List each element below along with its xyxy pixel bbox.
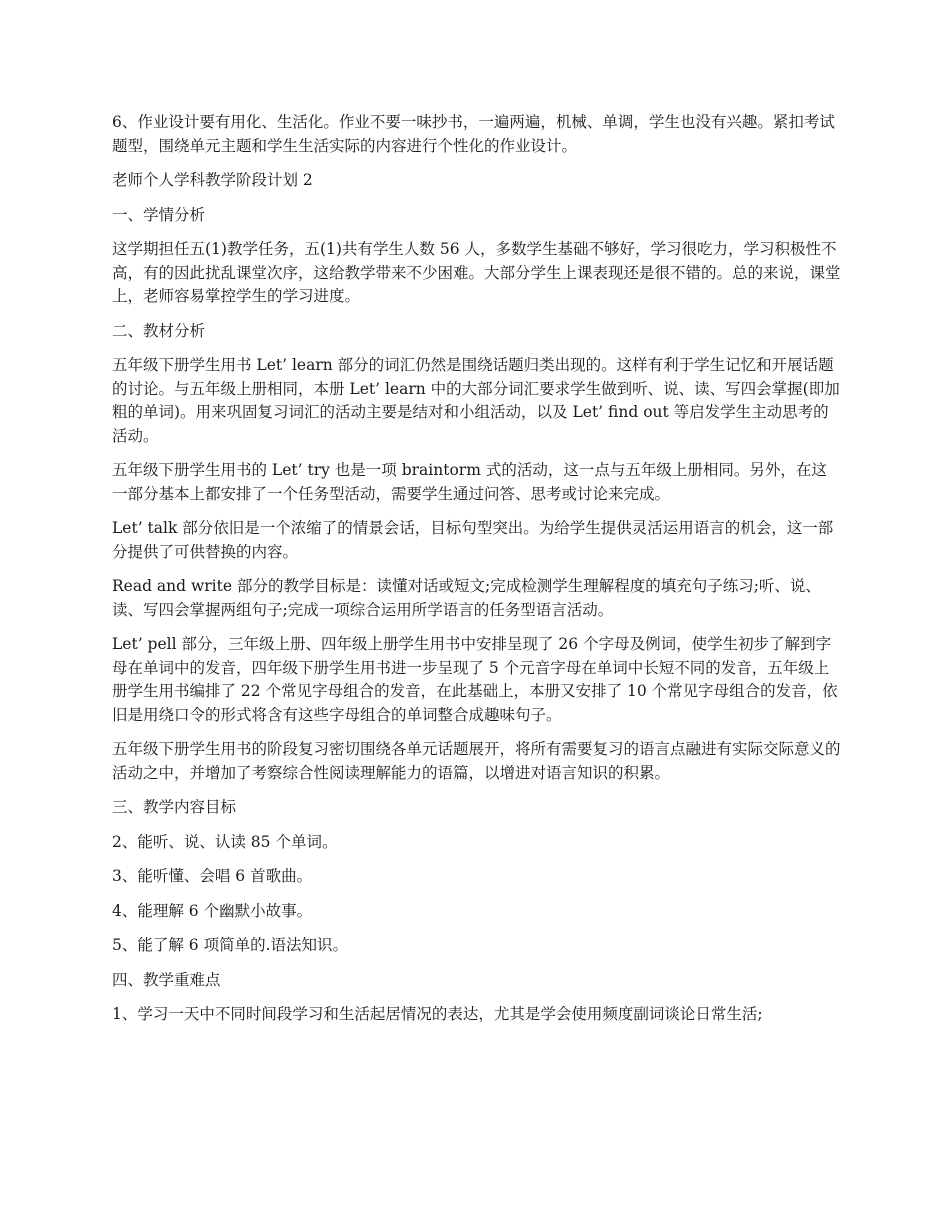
document-page (112, 111, 842, 1038)
section-heading-student-analysis: 一、学情分析 (112, 205, 206, 224)
paragraph-homework-design: 6、作业设计要有用化、生活化。作业不要一味抄书，一遍两遍，机械、单调，学生也没有兴趣。紧扣考试题型，围绕单元主题和学生生活实际的内容进行个性化的作业设计。 (112, 113, 835, 155)
section-heading-key-points: 四、教学重难点 (112, 970, 221, 989)
paragraph-review: 五年级下册学生用书的阶段复习密切围绕各单元话题展开，将所有需要复习的语言点融进有实际交际意义的活动之中，并增加了考察综合性阅读理解能力的语篇，以增进对语言知识的积累。 (112, 740, 841, 782)
section-heading-textbook-analysis: 二、教材分析 (112, 321, 206, 340)
section-heading-content-goals: 三、教学内容目标 (112, 798, 237, 816)
plan-title: 老师个人学科教学阶段计划 2 (112, 171, 313, 189)
list-item-goal-5: 5、能了解 6 项简单的.语法知识。 (112, 936, 349, 954)
list-item-key-point-1: 1、学习一天中不同时间段学习和生活起居情况的表达，尤其是学会使用频度副词谈论日常生活; (112, 1005, 763, 1023)
paragraph-lets-learn: 五年级下册学生用书 Let’ learn 部分的词汇仍然是围绕话题归类出现的。这样有利于学生记忆和开展话题的讨论。与五年级上册相同，本册 Let’ learn 中的大部分词汇要求学生做到听、说、读、写四会掌握(即加粗的单词)。用来巩固复习词汇的活动主要是结对和小组活动，以及 Let’ find out 等启发学生主动思考的活动。 (112, 356, 840, 445)
paragraph-student-analysis: 这学期担任五(1)教学任务，五(1)共有学生人数 56 人，多数学生基础不够好，学习很吃力，学习积极性不高，有的因此扰乱课堂次序，这给教学带来不少困难。大部分学生上课表现还是很不错的。总的来说，课堂上，老师容易掌控学生的学习进度。 (112, 240, 841, 305)
list-item-goal-3: 3、能听懂、会唱 6 首歌曲。 (112, 867, 313, 885)
paragraph-lets-try: 五年级下册学生用书的 Let’ try 也是一项 braintorm 式的活动，这一点与五年级上册相同。另外，在这一部分基本上都安排了一个任务型活动，需要学生通过问答、思考或讨论来完成。 (112, 461, 827, 503)
paragraph-lets-talk: Let’ talk 部分依旧是一个浓缩了的情景会话，目标句型突出。为给学生提供灵活运用语言的机会，这一部分提供了可供替换的内容。 (112, 519, 834, 561)
paragraph-read-and-write: Read and write 部分的教学目标是：读懂对话或短文;完成检测学生理解程度的填充句子练习;听、说、读、写四会掌握两组句子;完成一项综合运用所学语言的任务型语言活动。 (112, 577, 821, 619)
list-item-goal-4: 4、能理解 6 个幽默小故事。 (112, 901, 313, 920)
paragraph-lets-spell: Let’ pell 部分，三年级上册、四年级上册学生用书中安排呈现了 26 个字母及例词，使学生初步了解到字母在单词中的发音，四年级下册学生用书进一步呈现了 5 个元音字母在单词中长短不同的发音，五年级上册学生用书编排了 22 个常见字母组合的发音，在此基础上，本册又安排了 10 个常见字母组合的发音，依旧是用绕口令的形式将含有这些字母组合的单词整合成趣味句子。 (112, 635, 838, 724)
list-item-goal-2: 2、能听、说、认读 85 个单词。 (112, 832, 338, 851)
